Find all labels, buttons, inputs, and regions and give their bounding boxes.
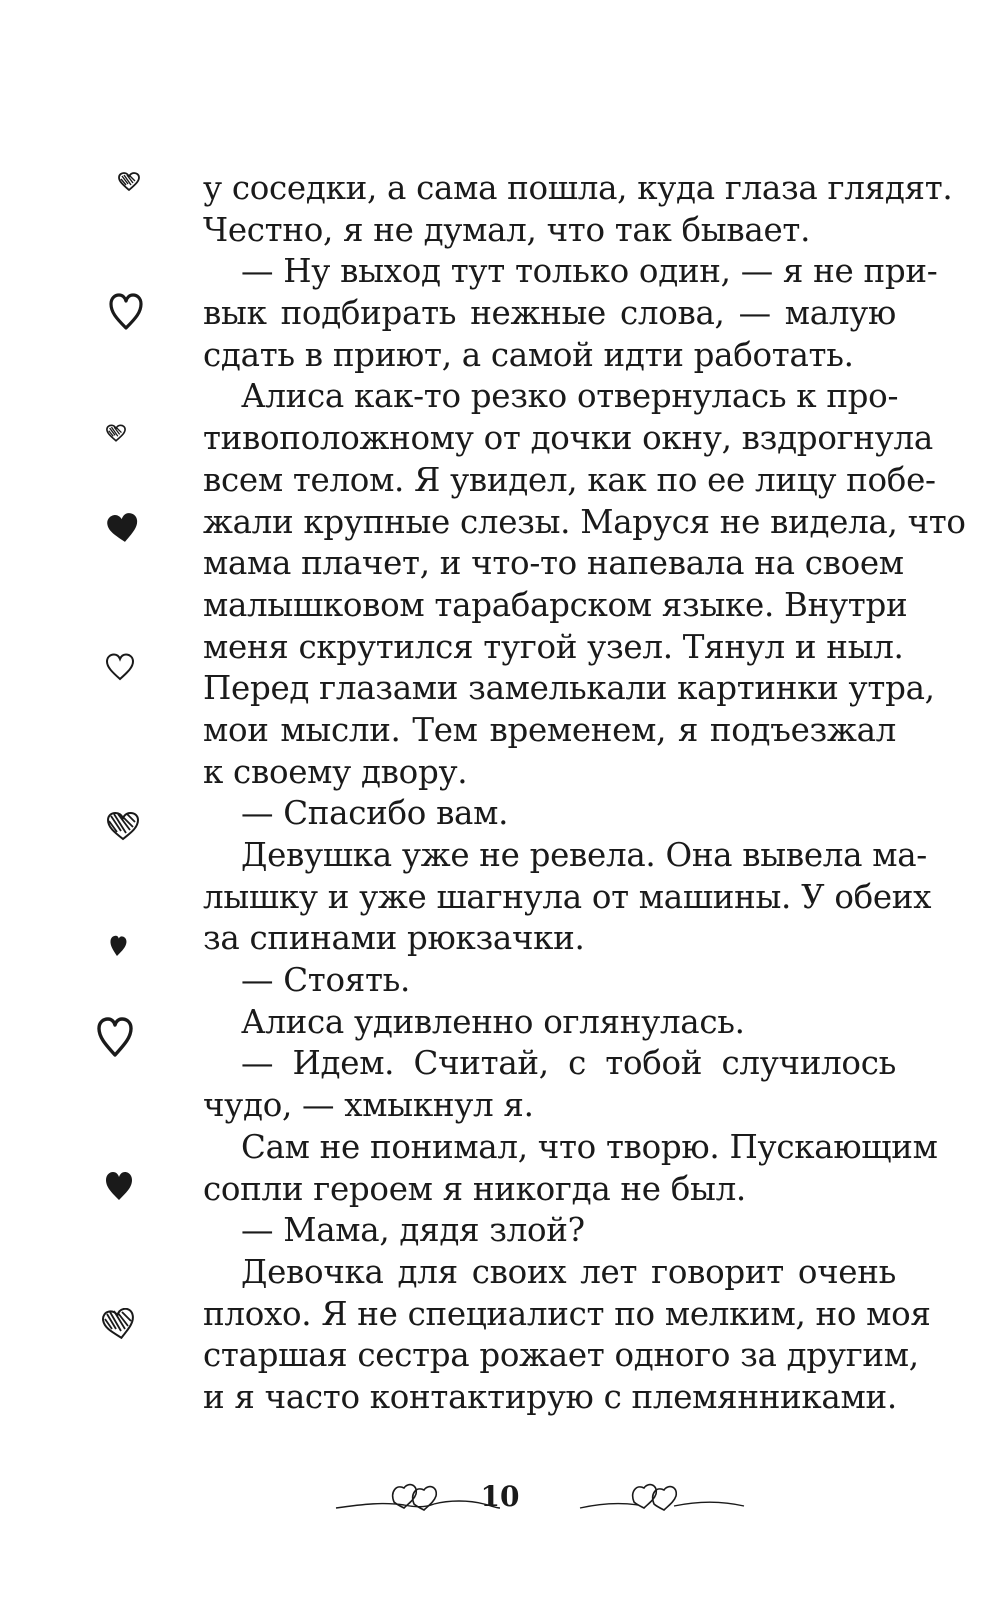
text-line: меня скрутился тугой узел. Тянул и ныл. xyxy=(203,627,904,666)
text-line: старшая сестра рожает одного за другим, xyxy=(203,1336,919,1375)
text-line: — Ну выход тут только один, — я не при- xyxy=(241,252,938,291)
page-number: 10 xyxy=(480,1480,520,1513)
text-line: лышку и уже шагнула от машины. У обеих xyxy=(203,877,932,916)
text-line: — Спасибо вам. xyxy=(241,794,509,833)
text-line: за спинами рюкзачки. xyxy=(203,919,585,958)
hatched-heart-icon xyxy=(102,1308,136,1340)
text-line: Девочка для своих лет говорит очень xyxy=(241,1252,896,1291)
text-line: Девушка уже не ревела. Она вывела ма- xyxy=(241,836,927,874)
text-line: — Идем. Считай, с тобой случилось xyxy=(241,1044,896,1083)
text-line: мои мысли. Тем временем, я подъезжал xyxy=(203,710,896,749)
text-line: чудо, — хмыкнул я. xyxy=(203,1086,534,1125)
outline-heart-icon xyxy=(108,293,144,331)
filled-heart-icon xyxy=(104,1170,134,1202)
text-line: сопли героем я никогда не был. xyxy=(203,1169,746,1208)
text-line: плохо. Я не специалист по мелким, но моя xyxy=(203,1294,931,1333)
text-line: — Мама, дядя злой? xyxy=(241,1211,585,1250)
outline-heart-icon xyxy=(104,652,136,682)
text-line: всем телом. Я увидел, как по ее лицу побе- xyxy=(203,460,936,499)
body-text xyxy=(203,168,966,1419)
text-line: мама плачет, и что-то напевала на своем xyxy=(203,544,904,583)
text-line: сдать в приют, а самой идти работать. xyxy=(203,335,854,374)
text-line: малышковом тарабарском языке. Внутри xyxy=(203,585,908,624)
text-line: и я часто контактирую с племянниками. xyxy=(203,1377,897,1416)
text-line: к своему двору. xyxy=(203,752,468,791)
outline-heart-icon xyxy=(96,1016,134,1058)
hatched-heart-icon xyxy=(106,811,140,841)
text-line: Честно, я не думал, что так бывает. xyxy=(203,210,811,249)
text-line: Алиса как-то резко отвернулась к про- xyxy=(241,377,899,416)
filled-heart-icon xyxy=(108,934,128,958)
hatched-heart-icon xyxy=(118,172,140,192)
filled-heart-icon xyxy=(106,512,140,544)
text-line: Сам не понимал, что творю. Пускающим xyxy=(241,1127,938,1166)
text-line: жали крупные слезы. Маруся не видела, что xyxy=(203,502,966,541)
text-line: Перед глазами замелькали картинки утра, xyxy=(203,669,935,708)
text-line: у соседки, а сама пошла, куда глаза глядят. xyxy=(203,169,953,207)
hatched-heart-icon xyxy=(106,424,126,443)
text-line: тивоположному от дочки окну, вздрогнула xyxy=(203,419,933,458)
text-line: Алиса удивленно оглянулась. xyxy=(241,1002,745,1041)
text-line: — Стоять. xyxy=(241,961,411,1000)
text-line: вык подбирать нежные слова, — малую xyxy=(203,294,896,333)
right-heart-ornament-icon xyxy=(578,1478,748,1518)
